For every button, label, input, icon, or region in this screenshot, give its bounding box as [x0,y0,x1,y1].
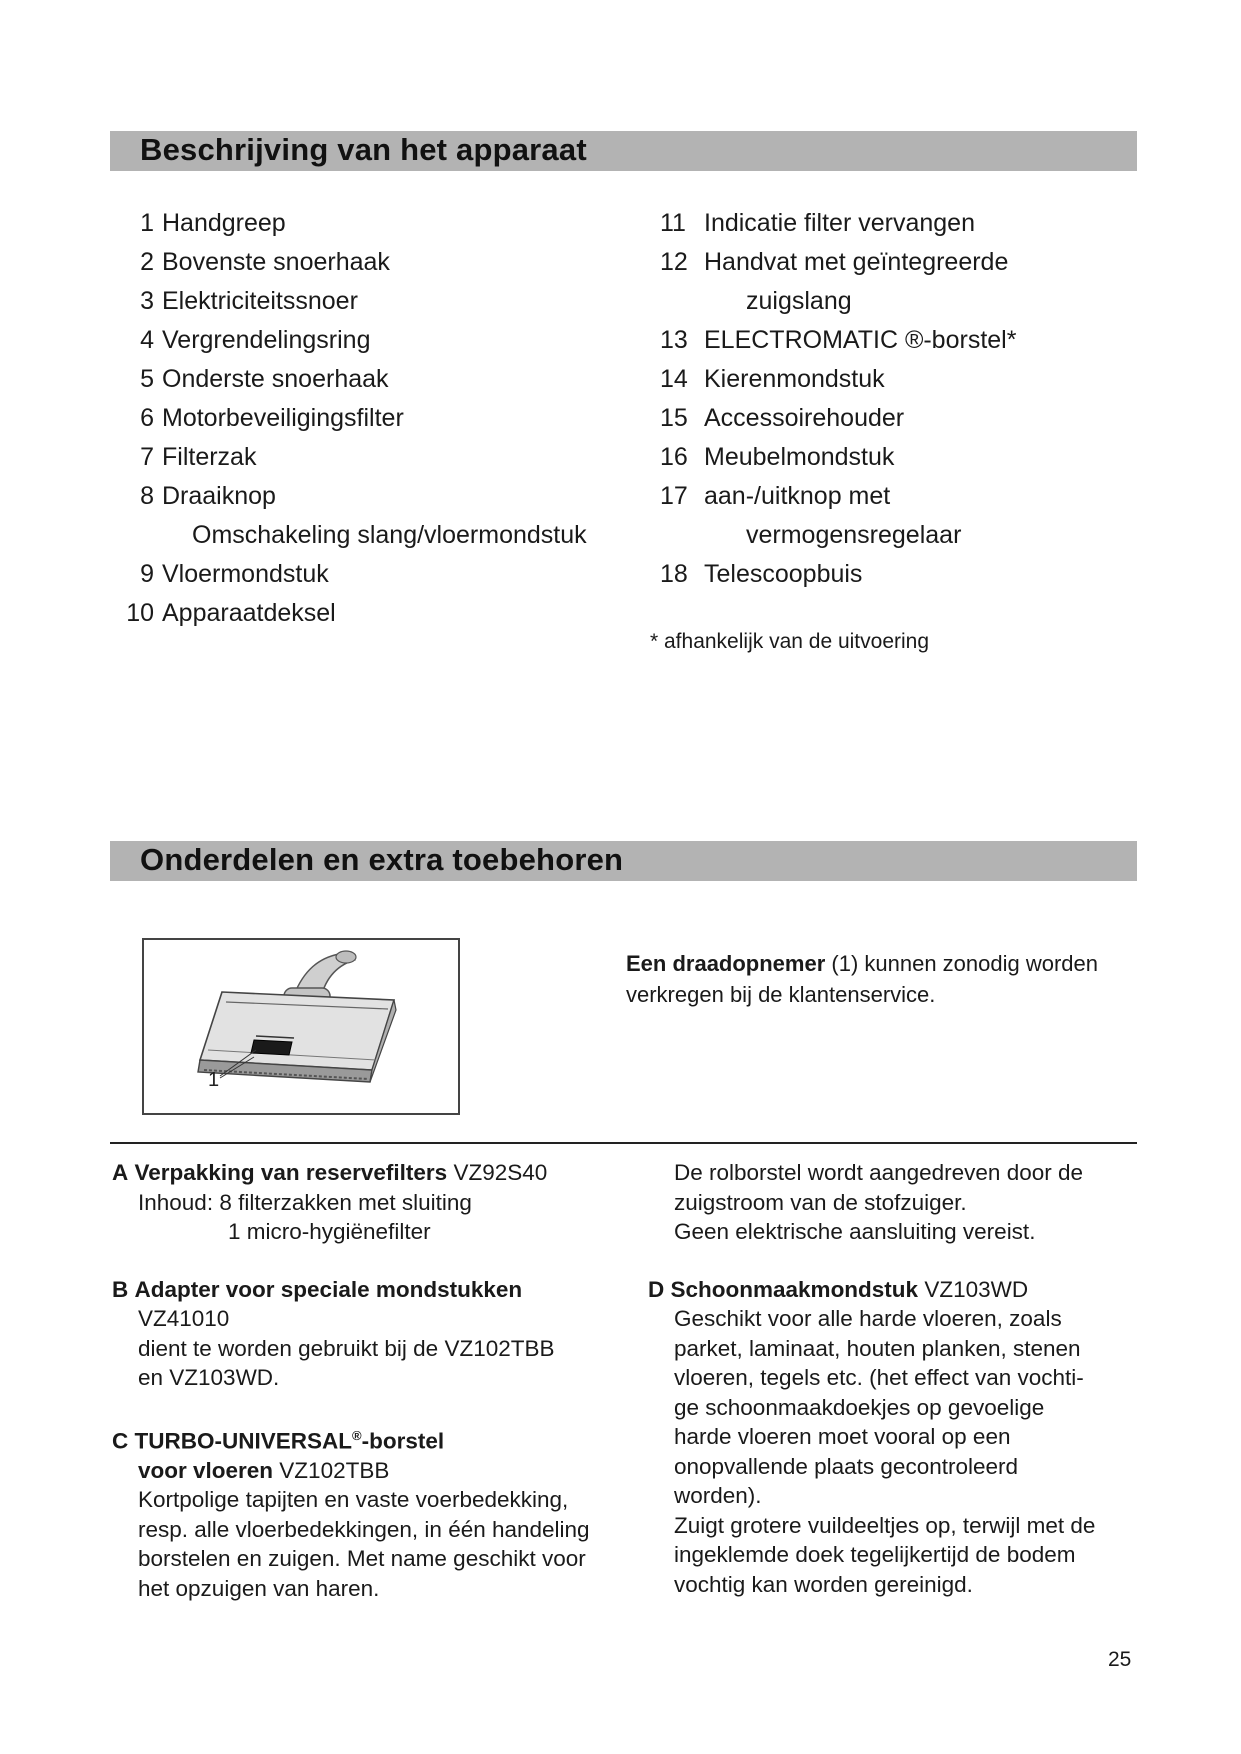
list-item: 8 Draaiknop [140,482,276,510]
list-item-continuation: vermogensregelaar [746,521,962,549]
list-item: 4 Vergrendelingsring [140,326,371,354]
list-item: 17 aan-/uitknop met [660,482,891,510]
section-header-description [110,131,1137,171]
list-item: 9 Vloermondstuk [140,560,329,588]
list-item: 3 Elektriciteitssnoer [140,287,358,315]
list-item: 6 Motorbeveiligingsfilter [140,404,404,432]
list-item: 15 Accessoirehouder [660,404,905,432]
accessory-c-continued: De rolborstel wordt aangedreven door de zuigstroom van de stofzuiger. Geen elektrische aansluiting vereist. [674,1160,1083,1244]
accessory-b: B Adapter voor speciale mondstukken VZ41010 dient te worden gebruikt bij de VZ102TBB en VZ103WD. [112,1276,555,1390]
list-item: 10 Apparaatdeksel [126,599,336,627]
list-item-continuation: zuigslang [746,287,852,315]
accessories-right-column [648,1158,1095,1599]
accessories-left-column [112,1158,590,1603]
section-title: Beschrijving van het apparaat [140,132,587,167]
figure-caption: Een draadopnemer (1) kunnen zonodig worden verkregen bij de klantenservice. [626,951,1099,1007]
list-item: 5 Onderste snoerhaak [140,365,389,393]
list-item: 1 Handgreep [140,209,286,237]
floor-nozzle-illustration [142,938,460,1115]
figure-callout-number: 1 [208,1069,220,1091]
divider-line [110,1142,1137,1144]
page-number: 25 [1108,1648,1132,1671]
list-item: 18 Telescoopbuis [660,560,863,588]
floor-nozzle-drawing [144,940,458,1113]
list-item: 14 Kierenmondstuk [660,365,885,393]
list-item: 7 Filterzak [140,443,257,471]
parts-list-right [660,204,1016,594]
list-item-continuation: Omschakeling slang/vloermondstuk [192,521,587,549]
list-item: 16 Meubelmondstuk [660,443,895,471]
list-item: 13 ELECTROMATIC ®-borstel* [660,326,1017,354]
parts-list-left [116,204,587,633]
accessory-c: C TURBO-UNIVERSAL®-borstel voor vloeren VZ102TBB Kortpolige tapijten en vaste voerbedekking, resp. alle vloerbedekkingen, in één handeling borstelen en zuigen. Met name geschikt voor het opzuigen van haren. [112,1427,590,1601]
accessory-d: D Schoonmaakmondstuk VZ103WD Geschikt voor alle harde vloeren, zoals parket, laminaat, houten planken, stenen vloeren, tegels etc. (het effect van vochti- ge schoonmaakdoekjes op gevoelige harde vloeren moet vooral op een onopvallende plaats gecontroleerd worden). Zuigt grotere vuildeeltjes op, terwijl met de ingeklemde doek tegelijkertijd de bodem vochtig kan worden gereinigd. [648,1276,1096,1597]
list-item: 2 Bovenste snoerhaak [140,248,390,276]
accessory-a: A Verpakking van reservefilters VZ92S40 Inhoud: 8 filterzakken met sluiting 1 micro-hygiënefilter [112,1160,548,1244]
footnote: * afhankelijk van de uitvoering [650,630,930,653]
section-title: Onderdelen en extra toebehoren [140,842,624,877]
section-header-accessories [110,841,1137,881]
list-item: 12 Handvat met geïntegreerde [660,248,1009,276]
list-item: 11 Indicatie filter vervangen [660,209,975,237]
